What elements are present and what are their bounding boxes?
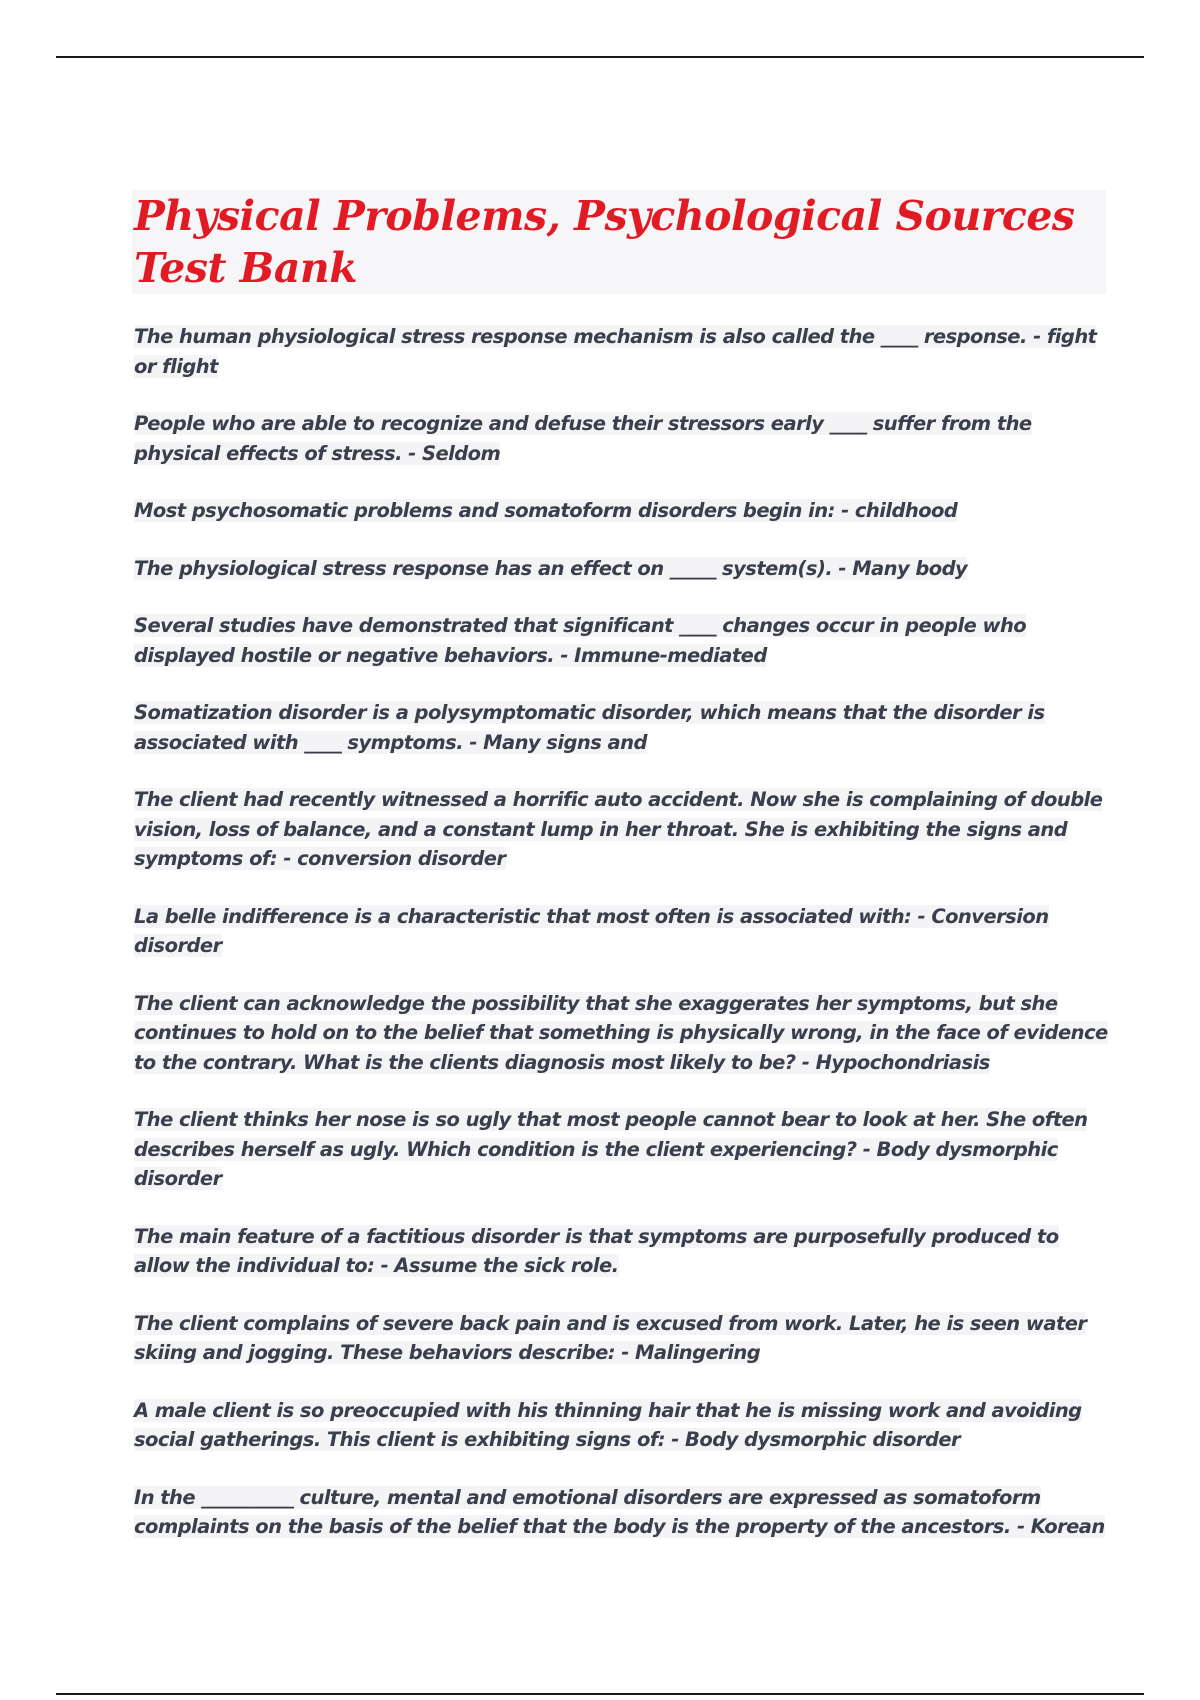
question-text: The client can acknowledge the possibility that she exaggerates her symptoms, but she continues to hold on to the belief that something is physically wrong, in the face of evidence to the contrary. What is the clients diagnosis most likely to be? - Hypochondriasis: [134, 991, 1108, 1074]
question-text: The human physiological stress response mechanism is also called the ____ response. - fight or flight: [134, 325, 1097, 378]
question-item: [134, 496, 1109, 526]
question-item: [134, 698, 1109, 757]
question-item: [134, 322, 1109, 381]
question-text: A male client is so preoccupied with his thinning hair that he is missing work and avoiding social gatherings. This client is exhibiting signs of: - Body dysmorphic disorder: [134, 1398, 1082, 1451]
question-text: La belle indifference is a characteristic that most often is associated with: - Conversion disorder: [134, 904, 1049, 957]
question-text: The client complains of severe back pain and is excused from work. Later, he is seen water skiing and jogging. These behaviors describe: - Malingering: [134, 1311, 1087, 1364]
question-text: Somatization disorder is a polysymptomatic disorder, which means that the disorder is associated with ____ symptoms. - Many signs and: [134, 701, 1045, 754]
question-item: [134, 554, 1109, 584]
question-item: [134, 1309, 1109, 1368]
question-item: [134, 1483, 1109, 1542]
top-rule: [56, 56, 1144, 58]
question-text: People who are able to recognize and defuse their stressors early ____ suffer from the physical effects of stress. - Seldom: [134, 412, 1032, 465]
question-item: [134, 902, 1109, 961]
page-title: Physical Problems, Psychological Sources Test Bank: [134, 192, 1075, 292]
question-text: The physiological stress response has an effect on _____ system(s). - Many body: [134, 556, 968, 580]
question-item: [134, 409, 1109, 468]
question-text: The main feature of a factitious disorder is that symptoms are purposefully produced to allow the individual to: - Assume the sick role.: [134, 1224, 1059, 1277]
question-item: [134, 1222, 1109, 1281]
question-text: The client had recently witnessed a horrific auto accident. Now she is complaining of double vision, loss of balance, and a constant lump in her throat. She is exhibiting the signs and symptoms of: - conversion disorder: [134, 788, 1103, 870]
question-text: The client thinks her nose is so ugly that most people cannot bear to look at her. She often describes herself as ugly. Which condition is the client experiencing? - Body dysmorphic disorder: [134, 1108, 1088, 1190]
question-list: [134, 322, 1109, 1570]
question-text: In the __________ culture, mental and emotional disorders are expressed as somatoform complaints on the basis of the belief that the body is the property of the ancestors. - Korean: [134, 1485, 1105, 1538]
question-item: [134, 1396, 1109, 1455]
question-text: Several studies have demonstrated that significant ____ changes occur in people who displayed hostile or negative behaviors. - Immune-mediated: [134, 614, 1027, 667]
question-item: [134, 785, 1109, 874]
question-text: Most psychosomatic problems and somatoform disorders begin in: - childhood: [134, 499, 958, 522]
question-item: [134, 1105, 1109, 1194]
question-item: [134, 611, 1109, 670]
question-item: [134, 989, 1109, 1078]
bottom-rule: [56, 1693, 1144, 1695]
